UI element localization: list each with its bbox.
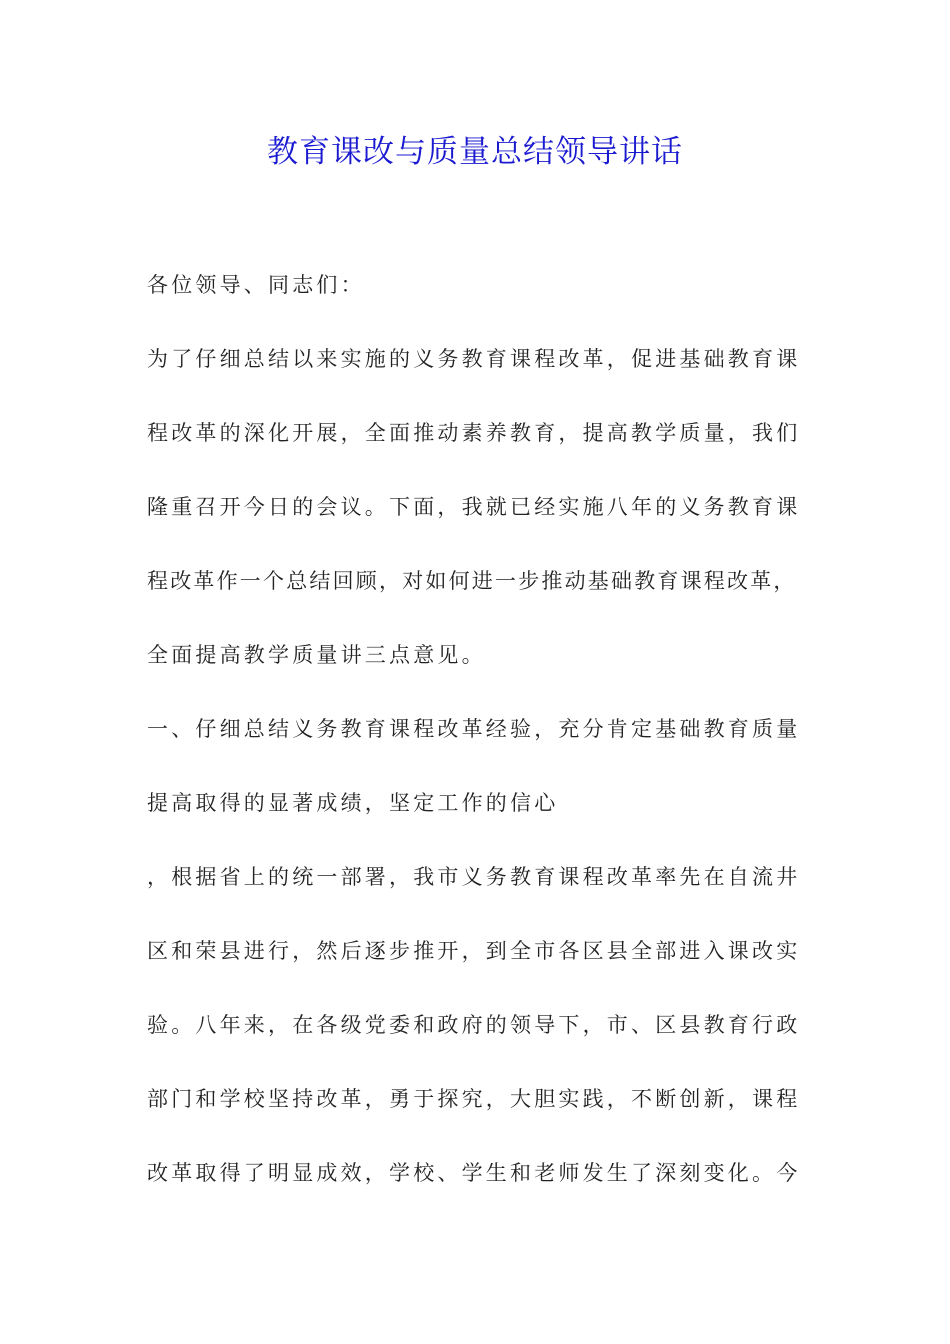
salutation: 各位领导、同志们： <box>147 273 365 297</box>
paragraph-line: 验。八年来，在各级党委和政府的领导下，市、区县教育行政 <box>147 1013 801 1037</box>
paragraph-line: 改革取得了明显成效，学校、学生和老师发生了深刻变化。今 <box>147 1161 801 1185</box>
paragraph-line: 程改革的深化开展，全面推动素养教育，提高教学质量，我们 <box>147 421 801 445</box>
section-heading-line: 一、仔细总结义务教育课程改革经验，充分肯定基础教育质量 <box>147 717 801 741</box>
paragraph-line: 区和荣县进行，然后逐步推开，到全市各区县全部进入课改实 <box>147 939 801 963</box>
paragraph-line: 部门和学校坚持改革，勇于探究，大胆实践，不断创新，课程 <box>147 1087 801 1111</box>
paragraph-line: ，根据省上的统一部署，我市义务教育课程改革率先在自流井 <box>147 865 801 889</box>
paragraph-line: 程改革作一个总结回顾，对如何进一步推动基础教育课程改革， <box>147 569 797 593</box>
document-body <box>147 262 807 1224</box>
paragraph-line: 隆重召开今日的会议。下面，我就已经实施八年的义务教育课 <box>147 495 801 519</box>
section-heading-line: 提高取得的显著成绩，坚定工作的信心 <box>147 791 559 815</box>
document-title: 教育课改与质量总结领导讲话 <box>267 134 683 170</box>
paragraph-line: 为了仔细总结以来实施的义务教育课程改革，促进基础教育课 <box>147 347 801 371</box>
paragraph-line: 全面提高教学质量讲三点意见。 <box>147 643 486 667</box>
